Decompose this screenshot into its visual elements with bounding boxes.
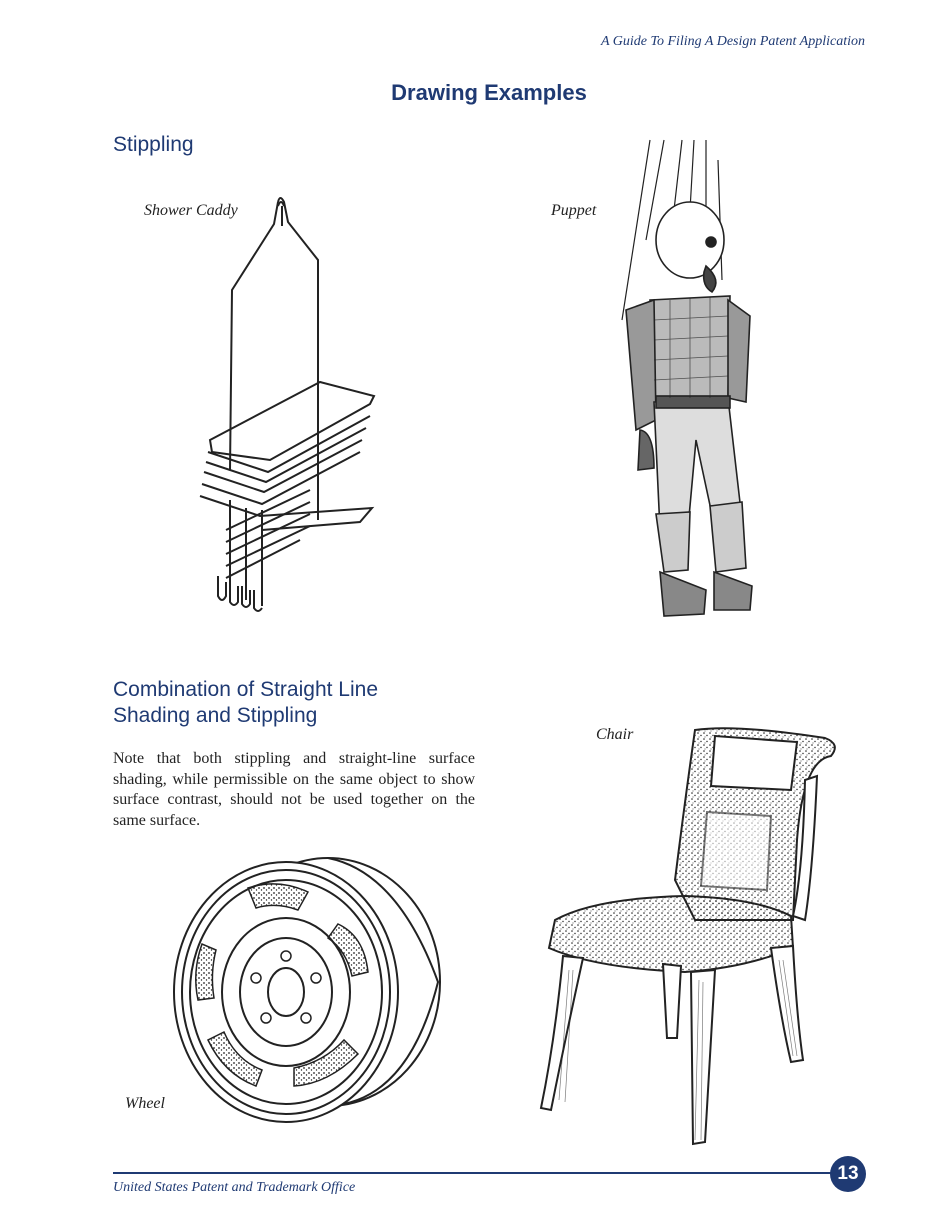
shower-caddy-caption: Shower Caddy: [144, 202, 238, 219]
note-paragraph: Note that both stippling and straight-line surface shading, while permissible on the same object to show surface contrast, should not be used together on the same surface.: [113, 750, 475, 829]
shower-caddy-illustration: [190, 190, 390, 620]
combination-heading-line2: Shading and Stippling: [113, 704, 318, 727]
page-title: Drawing Examples: [391, 80, 587, 105]
chair-caption: Chair: [596, 726, 634, 743]
combination-heading-line1: Combination of Straight Line: [113, 678, 378, 701]
wheel-illustration: [168, 852, 448, 1132]
chair-illustration: [535, 720, 845, 1150]
page-number-badge: 13: [830, 1156, 866, 1192]
running-title: A Guide To Filing A Design Patent Application: [600, 34, 865, 49]
footer-rule: [113, 1172, 833, 1174]
stippling-heading: Stippling: [113, 133, 194, 156]
puppet-caption: Puppet: [551, 202, 597, 219]
puppet-illustration: [610, 140, 770, 622]
wheel-caption: Wheel: [125, 1095, 165, 1112]
footer-organization: United States Patent and Trademark Office: [113, 1180, 356, 1195]
